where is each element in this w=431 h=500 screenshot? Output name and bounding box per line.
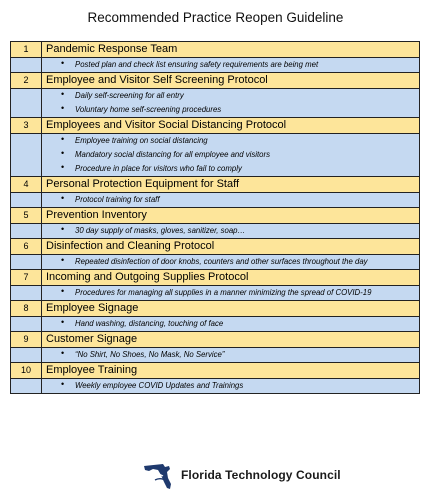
section-heading: Employees and Visitor Social Distancing Protocol [42,118,420,134]
section-number: 6 [23,241,29,251]
section-items-row [11,224,420,239]
section-items-row [11,134,420,177]
empty-number-cell [11,134,42,177]
section-row [11,42,420,58]
section-heading: Pandemic Response Team [42,42,420,58]
section-number: 7 [23,272,29,282]
bullet-item: • Repeated disinfection of door knobs, counters and other surfaces throughout the day [75,255,415,269]
page-title: Recommended Practice Reopen Guideline [87,10,344,25]
section-items-cell [42,224,420,239]
section-items-cell [42,89,420,118]
bullet-item: • Employee training on social distancing [75,134,415,148]
section-number-cell [11,363,42,379]
bullet-item: • Weekly employee COVID Updates and Trainings [75,379,415,393]
section-items-row [11,255,420,270]
section-number: 8 [23,303,29,313]
bullet-list [42,134,419,176]
section-number-cell [11,239,42,255]
section-number: 10 [20,365,31,375]
bullet-list [42,379,419,393]
bullet-list [42,224,419,238]
empty-number-cell [11,286,42,301]
empty-number-cell [11,255,42,270]
bullet-list [42,286,419,300]
empty-number-cell [11,89,42,118]
section-number: 3 [23,120,29,130]
section-number: 4 [23,179,29,189]
bullet-item: • Posted plan and check list ensuring safety requirements are being met [75,58,415,72]
section-row [11,332,420,348]
section-items-cell [42,348,420,363]
section-row [11,301,420,317]
section-items-cell [42,58,420,73]
section-number: 5 [23,210,29,220]
section-row [11,73,420,89]
bullet-item: • 30 day supply of masks, gloves, sanitizer, soap… [75,224,415,238]
section-items-row [11,193,420,208]
section-heading: Employee Training [42,363,420,379]
bullet-item: • Voluntary home self-screening procedures [75,103,415,117]
section-heading: Disinfection and Cleaning Protocol [42,239,420,255]
bullet-item: • Hand washing, distancing, touching of face [75,317,415,331]
section-number-cell [11,118,42,134]
bullet-list [42,255,419,269]
section-heading: Employee Signage [42,301,420,317]
empty-number-cell [11,58,42,73]
section-items-cell [42,255,420,270]
bullet-list [42,89,419,117]
section-items-cell [42,193,420,208]
section-items-row [11,379,420,394]
logo-text: Florida Technology Council [181,468,341,482]
florida-state-icon [143,460,179,490]
empty-number-cell [11,348,42,363]
section-number-cell [11,332,42,348]
section-row [11,270,420,286]
section-row [11,118,420,134]
section-items-row [11,348,420,363]
section-heading: Customer Signage [42,332,420,348]
section-number-cell [11,73,42,89]
section-items-cell [42,379,420,394]
section-number: 2 [23,75,29,85]
section-items-cell [42,286,420,301]
council-logo [143,460,341,490]
section-heading: Employee and Visitor Self Screening Protocol [42,73,420,89]
section-number: 1 [23,44,29,54]
bullet-item: • Daily self-screening for all entry [75,89,415,103]
empty-number-cell [11,379,42,394]
section-items-row [11,89,420,118]
section-number-cell [11,208,42,224]
section-heading: Personal Protection Equipment for Staff [42,177,420,193]
empty-number-cell [11,317,42,332]
bullet-list [42,348,419,362]
bullet-list [42,193,419,207]
section-number-cell [11,42,42,58]
section-number-cell [11,177,42,193]
bullet-item: • Protocol training for staff [75,193,415,207]
bullet-list [42,317,419,331]
section-items-row [11,58,420,73]
section-items-cell [42,317,420,332]
bullet-item: • Procedures for managing all supplies in a manner minimizing the spread of COVID-19 [75,286,415,300]
section-heading: Incoming and Outgoing Supplies Protocol [42,270,420,286]
empty-number-cell [11,193,42,208]
section-items-row [11,286,420,301]
section-number-cell [11,301,42,317]
section-number-cell [11,270,42,286]
section-row [11,239,420,255]
bullet-item: • Procedure in place for visitors who fail to comply [75,162,415,176]
bullet-item: • Mandatory social distancing for all employee and visitors [75,148,415,162]
section-items-cell [42,134,420,177]
section-row [11,363,420,379]
section-items-row [11,317,420,332]
empty-number-cell [11,224,42,239]
section-row [11,208,420,224]
guideline-table [10,41,420,394]
bullet-item: • “No Shirt, No Shoes, No Mask, No Service” [75,348,415,362]
section-row [11,177,420,193]
section-heading: Prevention Inventory [42,208,420,224]
bullet-list [42,58,419,72]
section-number: 9 [23,334,29,344]
